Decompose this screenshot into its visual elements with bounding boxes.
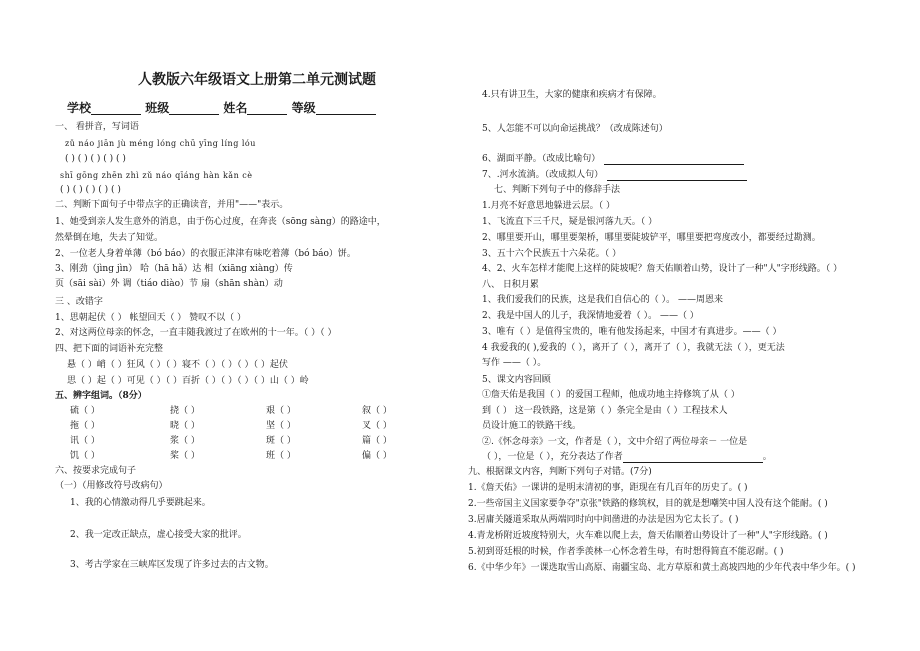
- section-9-line-2: 2.一些帝国主义国家要争夺"京张"铁路的修筑权，目的就是想嘲笑中国人没有这个能耐。( ): [468, 499, 828, 509]
- section-8-line-6: 5、课文内容回顾: [482, 375, 551, 385]
- word-item: 拖（ ）: [70, 421, 100, 431]
- word-item: 篇（ ）: [362, 436, 392, 446]
- school-field[interactable]: [91, 104, 141, 115]
- word-grid-row: [70, 436, 392, 447]
- question-6-text: 6、湖面平静。（改成比喻句）: [482, 154, 601, 164]
- class-field[interactable]: [169, 104, 219, 115]
- word-item: 讯（ ）: [70, 436, 100, 446]
- word-item: 斑（ ）: [266, 436, 296, 446]
- section-8-line-8: 到（ ） 这一段铁路，这是第（ ）条完全是由（ ）工程技术人: [482, 406, 728, 416]
- page-title: 人教版六年级语文上册第二单元测试题: [138, 72, 376, 88]
- word-item: 晓（ ）: [170, 421, 200, 431]
- word-item: 艰（ ）: [266, 406, 296, 416]
- section-9-line-4: 4.青龙桥附近坡度特别大，火车难以爬上去，詹天佑顺着山势设计了一种"人"字形线路。( ): [468, 531, 828, 541]
- section-8-line-11-text: （ ），一位是（ ），充分表达了作者: [482, 452, 623, 462]
- school-label: 学校: [67, 101, 92, 115]
- section-7-line-1: 1.月亮不好意思地躲进云层。（ ）: [482, 201, 615, 211]
- section-7-line-2: 1、飞流直下三千尺，疑是银河落九天。（ ）: [482, 217, 658, 227]
- section-3-line-2: 2、对这两位母亲的怀念，一直丰随我渡过了在欧州的十一年。（ ）（ ）: [55, 328, 337, 338]
- section-6-question-2: 2、我一定改正缺点，虚心接受大家的批评。: [70, 530, 247, 540]
- question-6: [482, 154, 744, 165]
- section-2-line-4: 3、刚劲（jìng jìn） 哈（hā hǎ）达 相（xiāng xiàng）传: [55, 264, 293, 274]
- pinyin-row-1: zǔ náo jiān jù méng lóng chū yīng líng lóu: [65, 139, 256, 148]
- section-1-heading: 一、 看拼音，写词语: [55, 122, 139, 132]
- section-8-line-4: 4 我爱我的( ),爱我的（ ），离开了（ ），离开了（ ），我就无法（ ），更无法: [482, 343, 785, 353]
- name-field[interactable]: [247, 104, 287, 115]
- blank-row-1[interactable]: ( ) ( ) ( ) ( ) ( ): [65, 154, 126, 164]
- word-item: 浆（ ）: [170, 436, 200, 446]
- word-item: 饥（ ）: [70, 451, 100, 461]
- section-8-line-2: 2、我是中国人的儿子，我深情地爱着（ ）。 ——（ ）: [482, 311, 699, 321]
- section-2-line-1: 1、她受到亲人发生意外的消息，由于伤心过度，在奔丧（sōng sàng）的路途中，: [55, 217, 386, 227]
- name-label: 姓名: [223, 101, 248, 115]
- section-9-line-3: 3.居庸关隧道采取从两端同时向中间凿进的办法是因为它太长了。( ): [468, 515, 739, 525]
- section-5-heading: 五、辨字组词。（8分）: [55, 391, 147, 401]
- section-4-line-1: 悬（ ）峭（ ）狂风（ ）（ ）寝不（ ）（ ）（ ）（ ）起伏: [67, 360, 288, 370]
- section-6-question-3: 3、考古学家在三峡库区发现了许多过去的古文物。: [70, 560, 274, 570]
- answer-line[interactable]: [623, 452, 763, 463]
- question-7-text: 7、.河水流淌。（改成拟人句）: [482, 170, 604, 180]
- section-8-line-9: 员设计施工的铁路干线。: [482, 421, 582, 431]
- section-9-line-5: 5.初到哥廷根的时候，作者季羡林一心怀念着生母，有时想得简直不能忍耐。( ): [468, 547, 784, 557]
- question-5: 5、人怎能不可以向命运挑战？（改成陈述句）: [482, 124, 668, 134]
- section-4-line-2: 思（ ）起（ ）可见（ ）（ ）百折（ ）（ ）（ ）（ ）山（ ）岭: [67, 376, 309, 386]
- word-item: 桨（ ）: [170, 451, 200, 461]
- section-2-line-2: 然晕倒在地，失去了知觉。: [55, 233, 164, 243]
- answer-line[interactable]: [604, 154, 744, 165]
- section-8-line-3: 3、唯有（ ）是值得宝贵的，唯有他发扬起来，中国才有真进步。——（ ）: [482, 327, 782, 337]
- word-item: 坚（ ）: [266, 421, 296, 431]
- word-item: 班（ ）: [266, 451, 296, 461]
- class-label: 班级: [145, 101, 170, 115]
- word-grid-row: [70, 451, 392, 462]
- word-item: 挠（ ）: [170, 406, 200, 416]
- section-8-line-10: ②.《怀念母亲》一文，作者是（ ），文中介绍了两位母亲－ 一位是: [482, 437, 748, 447]
- section-6-subheading: （一）（用修改符号改病句）: [55, 481, 168, 491]
- section-3-line-1: 1、思朝起伏（ ） 帐望回天（ ） 赞叹不以（ ）: [55, 313, 247, 323]
- section-9-line-1: 1.《詹天佑》一课讲的是明末清初的事，距现在有几百年的历史了。( ): [468, 483, 748, 493]
- section-8-line-1: 1、我们爱我们的民族，这是我们自信心的（ ）。 ——周恩来: [482, 295, 723, 305]
- student-info-line: [67, 101, 376, 115]
- section-8-line-5: 写作 ——（ ）。: [482, 358, 547, 368]
- section-2-heading: 二、判断下面句子中带点字的正确读音，并用"——"表示。: [55, 200, 289, 210]
- section-8-line-7: ①詹天佑是我国（ ）的爱国工程师，他成功地主持修筑了从（ ）: [482, 390, 740, 400]
- answer-line[interactable]: [607, 170, 747, 181]
- section-8-heading: 八、 日积月累: [482, 280, 539, 290]
- section-7-line-5: 4、2、火车怎样才能爬上这样的陡坡呢？詹天佑顺着山势，设计了一种"人"字形线路。（ ）: [482, 264, 843, 274]
- section-9-line-6: 6.《中华少年》一课选取雪山高原、南疆宝岛、北方草原和黄土高坡四地的少年代表中华少年。( ): [468, 563, 856, 573]
- section-8-line-11: （ ），一位是（ ），充分表达了作者 。: [482, 452, 772, 462]
- grade-label: 等级: [291, 101, 316, 115]
- word-grid-row: [70, 406, 392, 417]
- section-2-line-3: 2、一位老人身着单薄（bó báo）的衣服正津津有味吃着薄（bó báo）饼。: [55, 249, 356, 259]
- question-7: [482, 170, 747, 181]
- grade-field[interactable]: [316, 104, 376, 115]
- word-grid-row: [70, 421, 392, 432]
- blank-row-2[interactable]: ( ) ( ) ( ) ( ) ( ): [60, 185, 121, 195]
- section-7-line-3: 2、哪里要开山，哪里要架桥，哪里要陡坡铲平，哪里要把弯度改小，都要经过勘测。: [482, 233, 821, 243]
- word-item: 叉（ ）: [362, 421, 392, 431]
- pinyin-row-2: shī gōng zhēn zhì zǔ náo qīáng hàn kǎn cè: [60, 171, 253, 180]
- section-7-line-4: 3、五十六个民族五十六朵花。（ ）: [482, 249, 622, 259]
- section-9-heading: 九、根据课文内容，判断下列句子对错。(7分): [468, 467, 652, 477]
- section-7-heading: 七、判断下列句子中的修辞手法: [494, 185, 621, 195]
- word-item: 偏（ ）: [362, 451, 392, 461]
- word-item: 硫（ ）: [70, 406, 100, 416]
- word-item: 叙（ ）: [362, 406, 392, 416]
- section-3-heading: 三 、改错字: [55, 297, 103, 307]
- section-6-heading: 六、按要求完成句子: [55, 466, 137, 476]
- question-4: 4.只有讲卫生，大家的健康和疾病才有保障。: [482, 90, 662, 100]
- section-4-heading: 四、把下面的词语补充完整: [55, 344, 164, 354]
- section-6-question-1: 1、我的心情激动得几乎要跳起来。: [70, 498, 211, 508]
- section-2-line-5: 页（sāi sài）外 调（tiáo diào）节 扇（shān shàn）动: [55, 279, 283, 289]
